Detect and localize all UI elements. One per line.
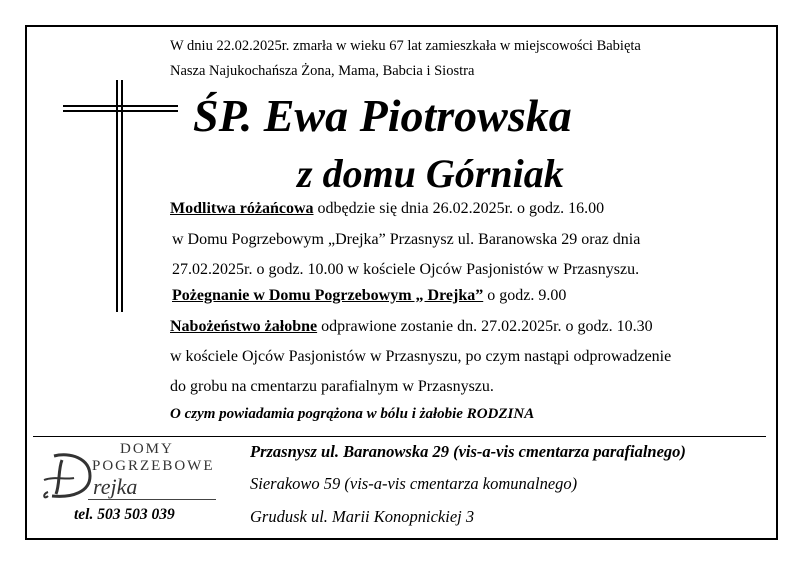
rosary-label: Modlitwa różańcowa xyxy=(170,200,314,217)
mass-label: Nabożeństwo żałobne xyxy=(170,318,318,335)
section-divider xyxy=(33,436,766,437)
logo-text-pogrzebowe: POGRZEBOWE xyxy=(92,458,215,474)
farewell-line xyxy=(172,287,566,305)
address-przasnysz: Przasnysz ul. Baranowska 29 (vis-a-vis cmentarza parafialnego) xyxy=(250,442,686,461)
address-sierakowo: Sierakowo 59 (vis-a-vis cmentarza komunalnego) xyxy=(250,474,578,493)
ceremony-line-7: do grobu na cmentarzu parafialnym w Przasnyszu. xyxy=(170,378,494,395)
ceremony-line-2: w Domu Pogrzebowym „Drejka” Przasnysz ul. Baranowska 29 oraz dnia xyxy=(172,231,641,248)
farewell-label: Pożegnanie w Domu Pogrzebowym „ Drejka” xyxy=(172,287,484,304)
intro-line-2: Nasza Najukochańsza Żona, Mama, Babcia i Siostra xyxy=(170,63,475,79)
deceased-maiden-name: z domu Górniak xyxy=(297,151,564,196)
mass-line xyxy=(170,318,653,336)
cross-icon-vertical-left xyxy=(116,80,118,312)
ceremony-line-6: w kościele Ojców Pasjonistów w Przasnyszu, po czym nastąpi odprowadzenie xyxy=(170,348,672,365)
farewell-text: o godz. 9.00 xyxy=(483,287,567,304)
ceremony-line-3: 27.02.2025r. o godz. 10.00 w kościele Ojców Pasjonistów w Przasnyszu. xyxy=(172,261,640,278)
rosary-text: odbędzie się dnia 26.02.2025r. o godz. 16.00 xyxy=(313,200,605,217)
deceased-name: ŚP. Ewa Piotrowska xyxy=(193,90,572,141)
mass-text: odprawione zostanie dn. 27.02.2025r. o godz. 10.30 xyxy=(317,318,653,335)
address-grudusk: Grudusk ul. Marii Konopnickiej 3 xyxy=(250,507,475,526)
closing-line: O czym powiadamia pogrążona w bólu i żałobie RODZINA xyxy=(170,406,535,422)
cross-icon-horizontal-top xyxy=(63,105,178,107)
cross-icon-vertical-right xyxy=(121,80,123,312)
intro-line-1: W dniu 22.02.2025r. zmarła w wieku 67 lat zamieszkała w miejscowości Babięta xyxy=(170,38,641,54)
logo-underline xyxy=(88,499,216,500)
cross-icon-horizontal-bottom xyxy=(63,110,178,112)
rosary-line xyxy=(170,200,604,218)
funeral-home-phone: tel. 503 503 039 xyxy=(74,506,175,523)
logo-text-domy: DOMY xyxy=(120,441,174,457)
logo-text-drejka: rejka xyxy=(93,474,138,499)
